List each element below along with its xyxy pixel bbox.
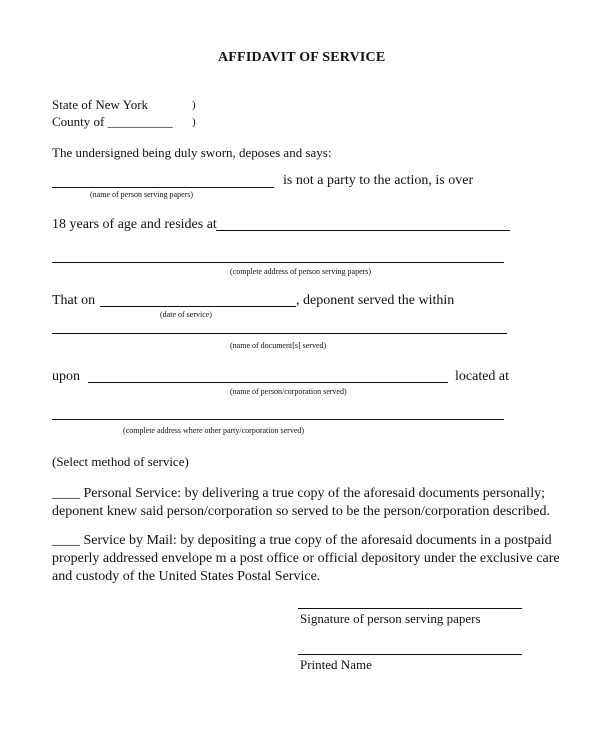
- document-title: AFFIDAVIT OF SERVICE: [218, 50, 386, 65]
- intro-text: The undersigned being duly sworn, deposes and says:: [52, 145, 332, 160]
- printed-name-line[interactable]: [298, 654, 522, 655]
- upon-text: upon: [52, 369, 80, 384]
- party-address-caption: (complete address where other party/corporation served): [123, 426, 305, 435]
- mail-service-option: [52, 532, 560, 586]
- party-address-line[interactable]: [52, 419, 504, 420]
- signature-label: Signature of person serving papers: [300, 611, 481, 626]
- resides-text: 18 years of age and resides at: [52, 217, 217, 232]
- personal-service-text-2: deponent knew said person/corporation so served to be the person/corporation described.: [52, 504, 551, 519]
- personal-service-text-1: Personal Service: by delivering a true copy of the aforesaid documents personally;: [83, 486, 545, 501]
- mail-service-text-1: Service by Mail: by depositing a true copy of the aforesaid documents in a postpaid: [83, 533, 552, 548]
- mail-service-text-3: and custody of the United States Postal Service.: [52, 569, 321, 584]
- party-served-caption: (name of person/corporation served): [230, 387, 347, 396]
- server-address-line-1[interactable]: [216, 230, 510, 231]
- personal-service-blank[interactable]: ____: [52, 486, 80, 501]
- printed-name-label: Printed Name: [300, 657, 372, 672]
- venue-county: County of __________: [52, 114, 173, 129]
- server-name-line[interactable]: [52, 187, 274, 188]
- document-name-line[interactable]: [52, 333, 507, 334]
- not-party-text: is not a party to the action, is over: [283, 173, 474, 188]
- party-served-line[interactable]: [88, 382, 448, 383]
- document-name-caption: (name of document[s] served): [230, 341, 327, 350]
- personal-service-option: [52, 485, 550, 521]
- server-address-line-2[interactable]: [52, 262, 504, 263]
- deponent-served-text: , deponent served the within: [296, 293, 455, 308]
- venue-paren-2: ): [192, 116, 196, 128]
- located-at-text: located at: [455, 369, 510, 384]
- server-address-caption: (complete address of person serving papers): [230, 267, 372, 276]
- venue-paren-1: ): [192, 99, 196, 111]
- method-heading: (Select method of service): [52, 454, 189, 469]
- service-date-line[interactable]: [100, 306, 296, 307]
- server-name-caption: (name of person serving papers): [90, 190, 194, 199]
- venue-state: State of New York: [52, 97, 149, 112]
- mail-service-text-2: properly addressed envelope m a post office or official depository under the exclusive care: [52, 551, 560, 566]
- mail-service-blank[interactable]: ____: [52, 533, 80, 548]
- that-on-text: That on: [52, 293, 96, 308]
- service-date-caption: (date of service): [160, 310, 212, 319]
- signature-line[interactable]: [298, 608, 522, 609]
